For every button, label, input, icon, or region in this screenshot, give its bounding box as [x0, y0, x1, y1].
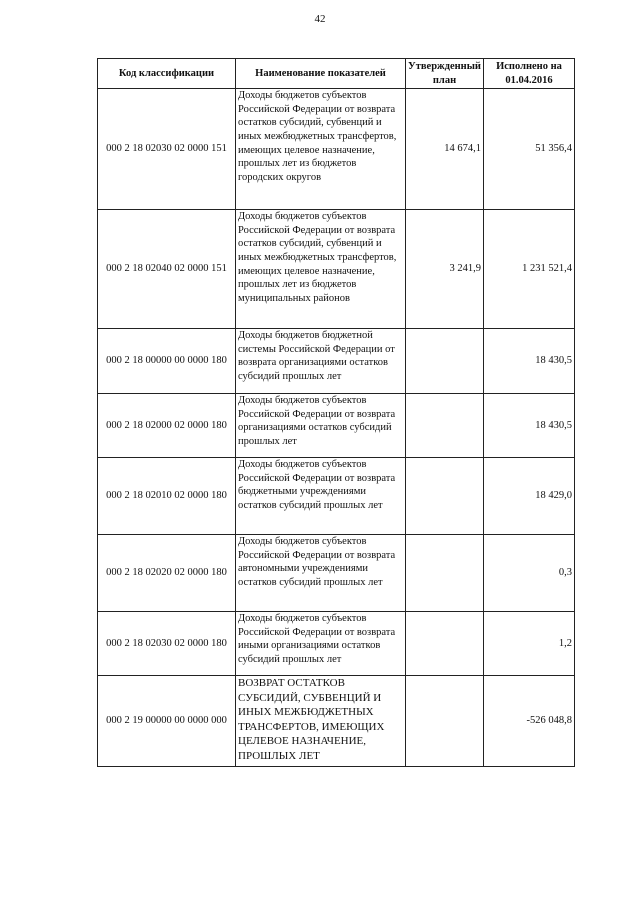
row-code: 000 2 18 02020 02 0000 180 — [98, 535, 236, 612]
row-code: 000 2 18 02010 02 0000 180 — [98, 458, 236, 535]
row-code: 000 2 18 02030 02 0000 151 — [98, 89, 236, 210]
page-number: 42 — [314, 13, 326, 25]
budget-table — [97, 58, 575, 767]
table-row — [98, 394, 575, 458]
row-fact: 18 430,5 — [484, 329, 575, 394]
table-row — [98, 329, 575, 394]
row-fact: 18 429,0 — [484, 458, 575, 535]
row-plan — [406, 329, 484, 394]
row-fact: 1,2 — [484, 612, 575, 676]
row-plan — [406, 612, 484, 676]
row-plan — [406, 676, 484, 767]
row-fact: 0,3 — [484, 535, 575, 612]
table-row — [98, 458, 575, 535]
row-plan: 14 674,1 — [406, 89, 484, 210]
row-fact: 18 430,5 — [484, 394, 575, 458]
row-name: ВОЗВРАТ ОСТАТКОВ СУБСИДИЙ, СУБВЕНЦИЙ И ИНЫХ МЕЖБЮДЖЕТНЫХ ТРАНСФЕРТОВ, ИМЕЮЩИХ ЦЕЛЕВОЕ НАЗНАЧЕНИЕ, ПРОШЛЫХ ЛЕТ — [236, 676, 406, 767]
row-fact: -526 048,8 — [484, 676, 575, 767]
row-plan — [406, 535, 484, 612]
row-name: Доходы бюджетов субъектов Российской Федерации от возврата остатков субсидий, субвенций и иных межбюджетных трансфертов, имеющих целевое назначение, прошлых лет из бюджетов муниципальных районов — [236, 210, 406, 329]
row-code: 000 2 19 00000 00 0000 000 — [98, 676, 236, 767]
row-plan — [406, 458, 484, 535]
row-code: 000 2 18 02030 02 0000 180 — [98, 612, 236, 676]
table-row — [98, 612, 575, 676]
header-fact: Исполнено на 01.04.2016 — [484, 59, 575, 89]
header-plan: Утвержденный план — [406, 59, 484, 89]
row-name: Доходы бюджетов субъектов Российской Федерации от возврата иными организациями остатков субсидий прошлых лет — [236, 612, 406, 676]
row-fact: 51 356,4 — [484, 89, 575, 210]
row-plan — [406, 394, 484, 458]
row-name: Доходы бюджетов субъектов Российской Федерации от возврата остатков субсидий, субвенций и иных межбюджетных трансфертов, имеющих целевое назначение, прошлых лет из бюджетов городских округов — [236, 89, 406, 210]
table-row — [98, 676, 575, 767]
row-name: Доходы бюджетов субъектов Российской Федерации от возврата автономными учреждениями остатков субсидий прошлых лет — [236, 535, 406, 612]
row-name: Доходы бюджетов субъектов Российской Федерации от возврата бюджетными учреждениями остатков субсидий прошлых лет — [236, 458, 406, 535]
header-code: Код классификации — [98, 59, 236, 89]
table-row — [98, 535, 575, 612]
row-code: 000 2 18 00000 00 0000 180 — [98, 329, 236, 394]
table-row — [98, 210, 575, 329]
table-header-row — [98, 59, 575, 89]
table-row — [98, 89, 575, 210]
header-name: Наименование показателей — [236, 59, 406, 89]
row-name: Доходы бюджетов бюджетной системы Российской Федерации от возврата организациями остатков субсидий прошлых лет — [236, 329, 406, 394]
row-fact: 1 231 521,4 — [484, 210, 575, 329]
row-code: 000 2 18 02000 02 0000 180 — [98, 394, 236, 458]
row-name: Доходы бюджетов субъектов Российской Федерации от возврата организациями остатков субсидий прошлых лет — [236, 394, 406, 458]
row-plan: 3 241,9 — [406, 210, 484, 329]
row-code: 000 2 18 02040 02 0000 151 — [98, 210, 236, 329]
